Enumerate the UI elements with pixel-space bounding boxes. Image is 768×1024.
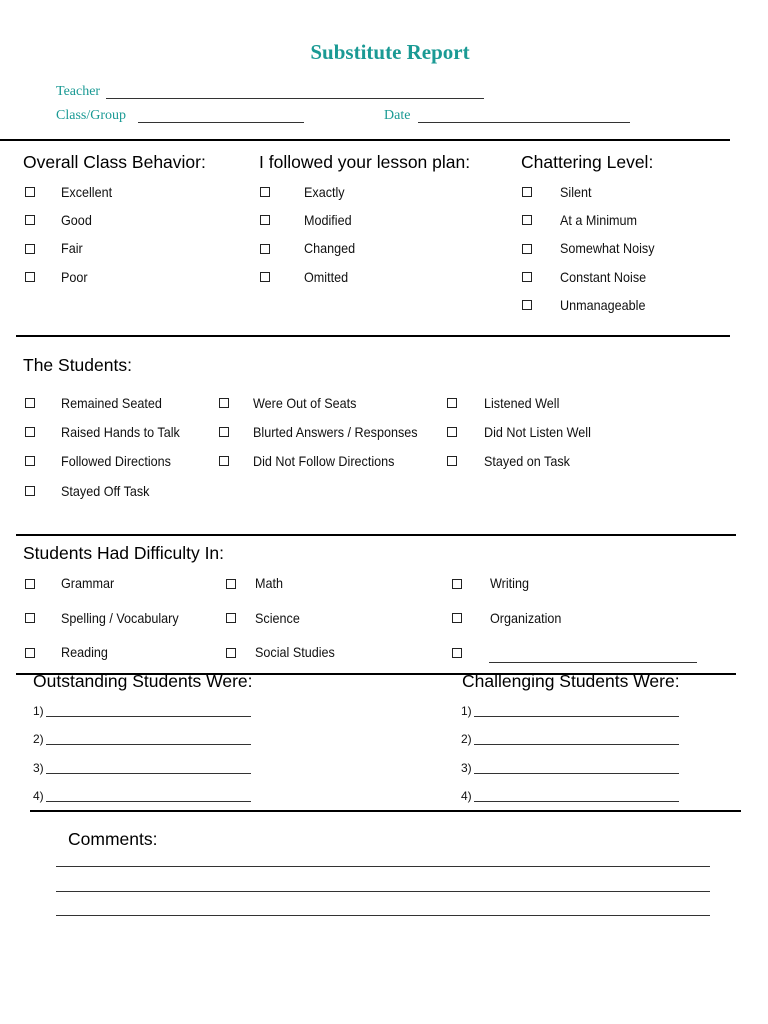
- chattering-checkbox[interactable]: [522, 215, 532, 225]
- difficulty-heading: Students Had Difficulty In:: [23, 543, 225, 563]
- difficulty-checkbox[interactable]: [226, 648, 236, 658]
- class-group-field[interactable]: [138, 122, 304, 123]
- behavior-heading: Overall Class Behavior:: [23, 152, 206, 172]
- comments-heading: Comments:: [68, 829, 158, 849]
- difficulty-checkbox[interactable]: [25, 648, 35, 658]
- lesson-plan-checkbox[interactable]: [260, 187, 270, 197]
- comments-line[interactable]: [56, 915, 710, 916]
- chattering-checkbox[interactable]: [522, 300, 532, 310]
- difficulty-option: Spelling / Vocabulary: [61, 610, 179, 626]
- chattering-checkbox[interactable]: [522, 187, 532, 197]
- challenging-number: 1): [461, 704, 472, 718]
- students-option: Did Not Follow Directions: [253, 453, 395, 469]
- challenging-student-field[interactable]: [474, 801, 679, 802]
- outstanding-student-field[interactable]: [46, 716, 251, 717]
- date-field[interactable]: [418, 122, 630, 123]
- students-heading: The Students:: [23, 355, 132, 375]
- students-checkbox[interactable]: [219, 427, 229, 437]
- behavior-option: Excellent: [61, 184, 113, 200]
- outstanding-number: 2): [33, 732, 44, 746]
- challenging-number: 4): [461, 789, 472, 803]
- students-option: Were Out of Seats: [253, 395, 357, 411]
- outstanding-student-field[interactable]: [46, 773, 251, 774]
- lesson-plan-checkbox[interactable]: [260, 244, 270, 254]
- students-checkbox[interactable]: [25, 427, 35, 437]
- chattering-option: Silent: [560, 184, 592, 200]
- behavior-checkbox[interactable]: [25, 244, 35, 254]
- behavior-checkbox[interactable]: [25, 215, 35, 225]
- divider: [16, 335, 730, 337]
- students-checkbox[interactable]: [25, 486, 35, 496]
- divider: [30, 810, 741, 812]
- students-checkbox[interactable]: [219, 456, 229, 466]
- lesson-plan-option: Exactly: [304, 184, 345, 200]
- page-title: Substitute Report: [310, 40, 470, 64]
- behavior-option: Poor: [61, 269, 88, 285]
- challenging-student-field[interactable]: [474, 716, 679, 717]
- challenging-number: 2): [461, 732, 472, 746]
- difficulty-option: Science: [255, 610, 300, 626]
- difficulty-other-field[interactable]: [489, 662, 697, 663]
- outstanding-number: 1): [33, 704, 44, 718]
- outstanding-number: 4): [33, 789, 44, 803]
- behavior-option: Fair: [61, 240, 83, 256]
- chattering-option: Somewhat Noisy: [560, 240, 655, 256]
- students-checkbox[interactable]: [25, 456, 35, 466]
- difficulty-checkbox[interactable]: [452, 648, 462, 658]
- lesson-plan-option: Changed: [304, 240, 356, 256]
- chattering-option: At a Minimum: [560, 212, 638, 228]
- difficulty-option: Organization: [490, 610, 562, 626]
- difficulty-checkbox[interactable]: [226, 579, 236, 589]
- students-option: Blurted Answers / Responses: [253, 424, 418, 440]
- difficulty-checkbox[interactable]: [226, 613, 236, 623]
- comments-line[interactable]: [56, 866, 710, 867]
- students-checkbox[interactable]: [219, 398, 229, 408]
- class-group-label: Class/Group: [56, 108, 126, 123]
- lesson-plan-checkbox[interactable]: [260, 215, 270, 225]
- difficulty-checkbox[interactable]: [452, 579, 462, 589]
- chattering-checkbox[interactable]: [522, 244, 532, 254]
- lesson-plan-option: Omitted: [304, 269, 349, 285]
- date-label: Date: [384, 108, 411, 123]
- lesson-plan-heading: I followed your lesson plan:: [259, 152, 471, 172]
- teacher-field[interactable]: [106, 98, 484, 99]
- difficulty-checkbox[interactable]: [452, 613, 462, 623]
- students-option: Stayed on Task: [484, 453, 570, 469]
- divider: [0, 139, 730, 141]
- chattering-checkbox[interactable]: [522, 272, 532, 282]
- outstanding-student-field[interactable]: [46, 801, 251, 802]
- challenging-heading: Challenging Students Were:: [462, 671, 680, 691]
- challenging-number: 3): [461, 761, 472, 775]
- outstanding-student-field[interactable]: [46, 744, 251, 745]
- teacher-label: Teacher: [56, 84, 101, 99]
- students-checkbox[interactable]: [25, 398, 35, 408]
- students-option: Remained Seated: [61, 395, 162, 411]
- students-checkbox[interactable]: [447, 398, 457, 408]
- difficulty-option: Grammar: [61, 575, 115, 591]
- difficulty-option: Reading: [61, 644, 108, 660]
- behavior-checkbox[interactable]: [25, 272, 35, 282]
- challenging-student-field[interactable]: [474, 773, 679, 774]
- divider: [16, 534, 736, 536]
- difficulty-checkbox[interactable]: [25, 613, 35, 623]
- students-option: Did Not Listen Well: [484, 424, 591, 440]
- students-option: Listened Well: [484, 395, 560, 411]
- students-option: Stayed Off Task: [61, 483, 150, 499]
- students-checkbox[interactable]: [447, 427, 457, 437]
- chattering-option: Constant Noise: [560, 269, 647, 285]
- difficulty-checkbox[interactable]: [25, 579, 35, 589]
- lesson-plan-checkbox[interactable]: [260, 272, 270, 282]
- difficulty-option: Social Studies: [255, 644, 335, 660]
- chattering-heading: Chattering Level:: [521, 152, 654, 172]
- students-option: Followed Directions: [61, 453, 171, 469]
- lesson-plan-option: Modified: [304, 212, 352, 228]
- students-option: Raised Hands to Talk: [61, 424, 180, 440]
- outstanding-number: 3): [33, 761, 44, 775]
- comments-line[interactable]: [56, 891, 710, 892]
- chattering-option: Unmanageable: [560, 297, 646, 313]
- outstanding-heading: Outstanding Students Were:: [33, 671, 253, 691]
- difficulty-option: Writing: [490, 575, 529, 591]
- behavior-checkbox[interactable]: [25, 187, 35, 197]
- difficulty-option: Math: [255, 575, 284, 591]
- students-checkbox[interactable]: [447, 456, 457, 466]
- challenging-student-field[interactable]: [474, 744, 679, 745]
- behavior-option: Good: [61, 212, 92, 228]
